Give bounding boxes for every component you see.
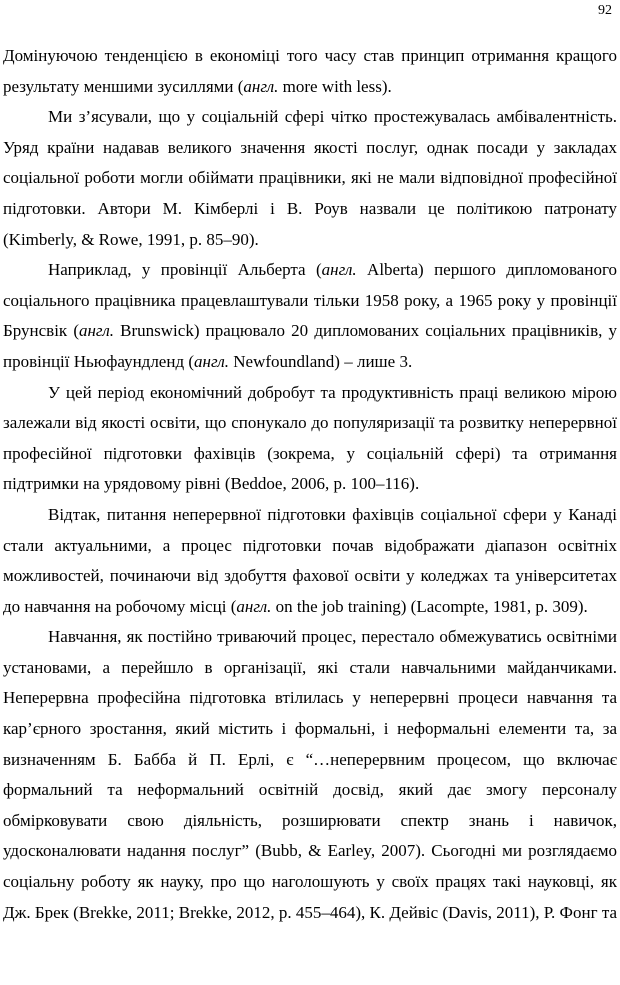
italic-term: англ. xyxy=(79,321,115,341)
page-number: 92 xyxy=(598,3,612,18)
text-run: Навчання, як постійно триваючий процес, перестало обмежуватись освітніми установами, а перейшло в організації, які стали навчальними майданчиками. Неперервна професійна підготовка втілилась у неперервні процеси навчання та кар’єрного зростання, який містить і формальні, і неформальні елементи та, за визначенням Б. Бабба й П. Ерлі, є “…неперервним процесом, що включає формальний та неформальний освітній досвід, який дає змогу персоналу обмірковувати свою діяльність, розширювати спектр знань і навичок, удосконалювати надання послуг” (Bubb, & Earley, 2007). Сьогодні ми розглядаємо соціальну роботу як науку, про що наголошують у своїх працях такі науковці, як Дж. Брек (Brekke, 2011; Brekke, 2012, p. 455–464), К. Дейвіс (Davis, 2011), Р. Фонг та xyxy=(3,627,617,922)
paragraph xyxy=(3,102,617,255)
paragraph xyxy=(3,378,617,500)
text-run: Ми з’ясували, що у соціальній сфері чітко простежувалась амбівалентність. Уряд країни надавав великого значення якості послуг, однак посади у закладах соціальної роботи могли обіймати працівники, які не мали відповідної професійної підготовки. Автори М. Кімберлі і В. Роув назвали це політикою патронату (Kimberly, & Rowe, 1991, p. 85–90). xyxy=(3,107,617,249)
italic-term: англ. xyxy=(243,76,279,96)
italic-term: англ. xyxy=(321,260,357,280)
text-run: Brunswick) працювало 20 дипломованих соціальних працівників, у провінції Ньюфаундленд ( xyxy=(3,321,617,371)
text-run: Наприклад, у провінції Альберта ( xyxy=(48,260,322,280)
text-run: more with less). xyxy=(278,76,392,96)
document-body xyxy=(3,41,617,928)
paragraph xyxy=(3,500,617,622)
text-run: Newfoundland) – лише 3. xyxy=(229,351,413,371)
text-run: У цей період економічний добробут та продуктивність праці великою мірою залежали від якості освіти, що спонукало до популяризації та розвитку неперервної професійної підготовки фахівців (зокрема, у соціальній сфері) та отримання підтримки на урядовому рівні (Beddoe, 2006, p. 100–116). xyxy=(3,382,617,494)
paragraph xyxy=(3,41,617,102)
italic-term: англ. xyxy=(236,596,272,616)
text-run: on the job training) (Lacompte, 1981, p. 309). xyxy=(271,596,588,616)
text-run: Alberta) першого дипломованого соціального працівника працевлаштували тільки 1958 року, а 1965 року у провінції Брунсвік ( xyxy=(3,260,617,341)
paragraph xyxy=(3,622,617,928)
paragraph xyxy=(3,255,617,377)
text-run: Відтак, питання неперервної підготовки фахівців соціальної сфери у Канаді стали актуальними, а процес підготовки почав відображати діапазон освітніх можливостей, починаючи від здобуття фахової освіти у коледжах та університетах до навчання на робочому місці ( xyxy=(3,504,617,616)
text-run: Домінуючою тенденцією в економіці того часу став принцип отримання кращого результату меншими зусиллями ( xyxy=(3,46,617,96)
italic-term: англ. xyxy=(194,351,230,371)
